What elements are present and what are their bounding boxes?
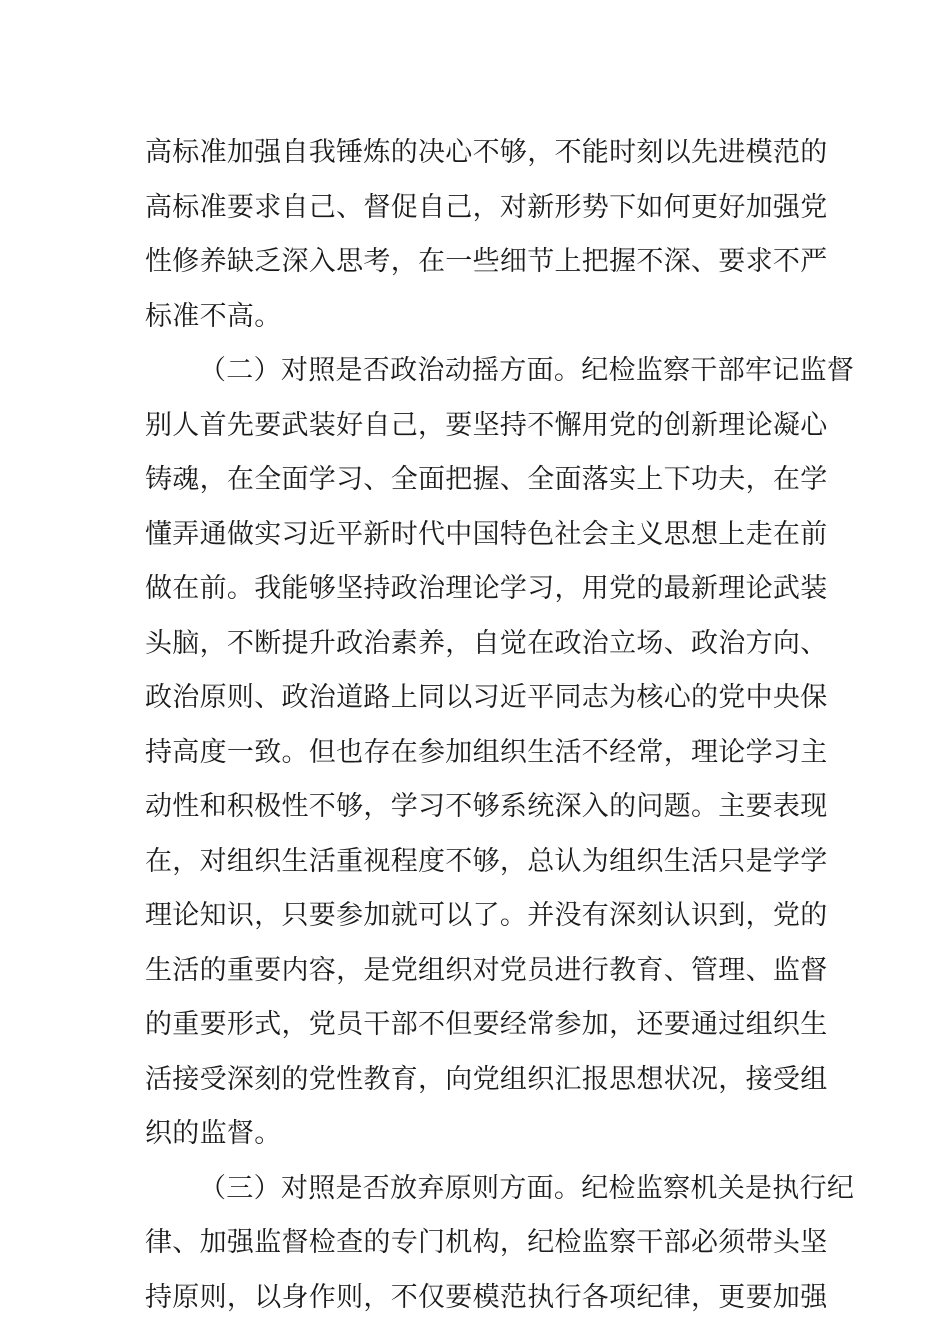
paragraph-line: 政治原则、政治道路上同以习近平同志为核心的党中央保 bbox=[145, 682, 828, 713]
paragraph-line: 懂弄通做实习近平新时代中国特色社会主义思想上走在前 bbox=[145, 518, 828, 550]
paragraph-line: 别人首先要武装好自己，要坚持不懈用党的创新理论凝心 bbox=[145, 409, 828, 441]
paragraph-line: 律、加强监督检查的专门机构，纪检监察干部必须带头坚 bbox=[145, 1227, 828, 1258]
paragraph-line: 做在前。我能够坚持政治理论学习，用党的最新理论武装 bbox=[145, 573, 828, 604]
paragraph-line: 性修养缺乏深入思考，在一些细节上把握不深、要求不严 bbox=[145, 246, 828, 277]
paragraph-line: 织的监督。 bbox=[145, 1118, 282, 1149]
paragraph-line: 持原则，以身作则，不仅要模范执行各项纪律，更要加强 bbox=[145, 1281, 828, 1313]
paragraph-line: 在，对组织生活重视程度不够，总认为组织生活只是学学 bbox=[145, 845, 828, 877]
paragraph-line: 持高度一致。但也存在参加组织生活不经常，理论学习主 bbox=[145, 736, 828, 768]
paragraph-line: 动性和积极性不够，学习不够系统深入的问题。主要表现 bbox=[145, 791, 828, 822]
paragraph-line: 铸魂，在全面学习、全面把握、全面落实上下功夫，在学 bbox=[145, 464, 828, 495]
paragraph-line: 活接受深刻的党性教育，向党组织汇报思想状况，接受组 bbox=[145, 1063, 828, 1095]
paragraph-line: 理论知识，只要参加就可以了。并没有深刻认识到，党的 bbox=[145, 900, 828, 931]
body-text bbox=[145, 126, 855, 1325]
paragraph-line: 头脑，不断提升政治素养，自觉在政治立场、政治方向、 bbox=[145, 627, 828, 659]
paragraph-first-line: （三）对照是否放弃原则方面。纪检监察机关是执行纪 bbox=[199, 1172, 855, 1204]
paragraph-first-line: （二）对照是否政治动摇方面。纪检监察干部牢记监督 bbox=[199, 355, 855, 386]
paragraph-line: 高标准要求自己、督促自己，对新形势下如何更好加强党 bbox=[145, 191, 828, 223]
paragraph-line: 生活的重要内容，是党组织对党员进行教育、管理、监督 bbox=[145, 954, 828, 986]
paragraph-line: 的重要形式，党员干部不但要经常参加，还要通过组织生 bbox=[145, 1009, 828, 1040]
paragraph-line: 标准不高。 bbox=[145, 300, 282, 332]
paragraph-line: 高标准加强自我锤炼的决心不够，不能时刻以先进模范的 bbox=[145, 137, 828, 168]
